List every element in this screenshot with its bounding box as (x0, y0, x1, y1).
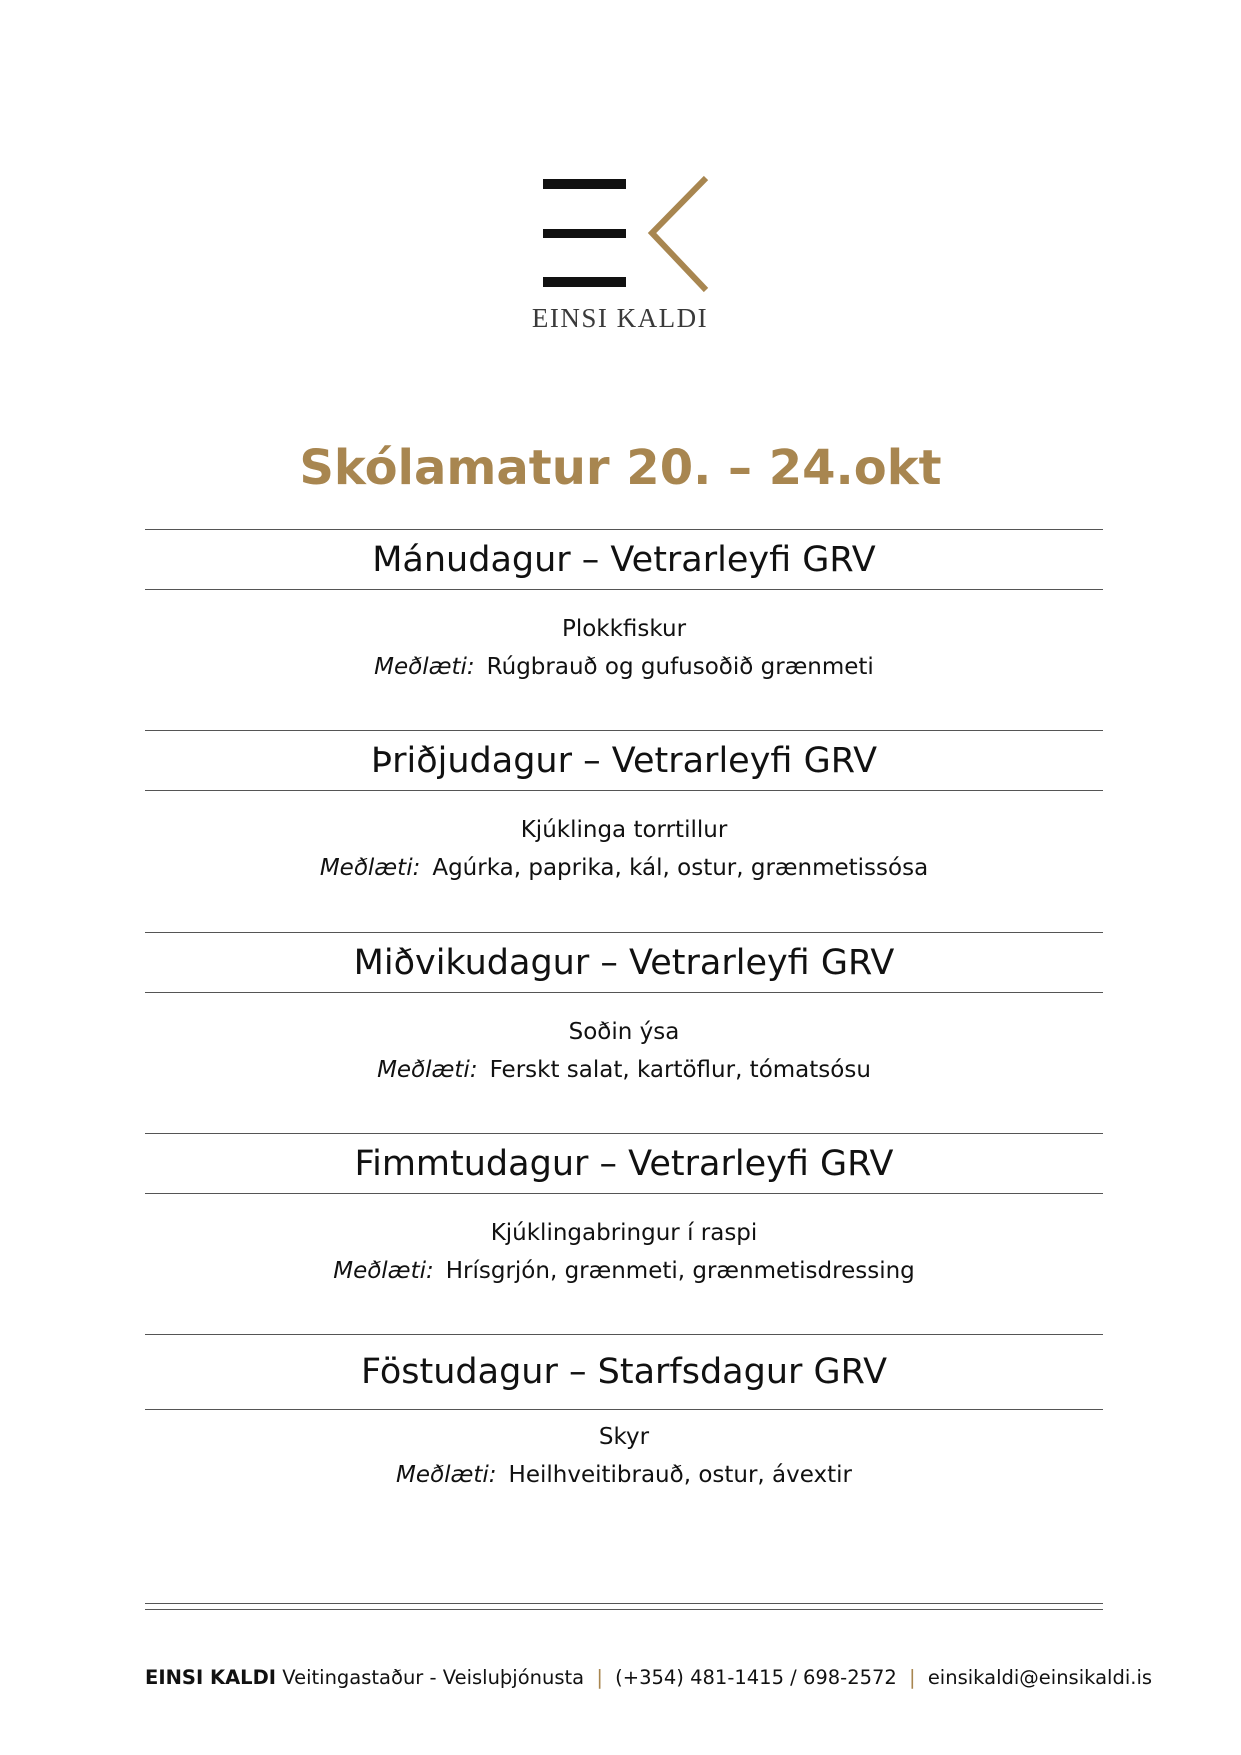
dish-name: Kjúklingabringur í raspi (490, 1220, 758, 1246)
logo-wordmark: EINSI KALDI (531, 303, 709, 333)
day-header: Fimmtudagur – Vetrarleyfi GRV (145, 1133, 1103, 1194)
logo-bar-bottom (543, 277, 626, 287)
sides-text: Rúgbrauð og gufusoðið grænmeti (486, 654, 874, 680)
page-title: Skólamatur 20. – 24.okt (299, 440, 942, 496)
sides-label: Meðlæti: (319, 855, 421, 881)
sides-label: Meðlæti: (333, 1258, 434, 1284)
footer-phone: (+354) 481-1415 / 698-2572 (615, 1666, 897, 1689)
day-tuesday (145, 730, 1103, 887)
footer-divider-bottom (145, 1609, 1103, 1610)
footer-brand: EINSI KALDI (145, 1666, 277, 1689)
day-header: Miðvikudagur – Vetrarleyfi GRV (145, 932, 1103, 993)
dish-name: Skyr (598, 1424, 650, 1450)
sides-label: Meðlæti: (374, 654, 475, 680)
footer-tagline: Veitingastaður - Veisluþjónusta (282, 1666, 585, 1689)
sides-text: Agúrka, paprika, kál, ostur, grænmetissósa (432, 855, 929, 881)
logo-bar-top (543, 179, 626, 189)
brand-logo (520, 170, 720, 340)
sides-text: Heilhveitibrauð, ostur, ávextir (508, 1462, 852, 1488)
day-friday (145, 1334, 1103, 1494)
sides-text: Hrísgrjón, grænmeti, grænmetisdressing (445, 1258, 915, 1284)
logo-mark-icon (520, 170, 720, 300)
footer-divider-top (145, 1603, 1103, 1604)
logo-bar-middle (543, 229, 626, 238)
day-header: Mánudagur – Vetrarleyfi GRV (145, 529, 1103, 590)
logo-chevron (652, 178, 706, 290)
sides-line (145, 1252, 1103, 1290)
sides-text: Ferskt salat, kartöflur, tómatsósu (489, 1057, 871, 1083)
day-header: Föstudagur – Starfsdagur GRV (145, 1334, 1103, 1410)
sides-line (145, 1456, 1103, 1494)
footer-contact (145, 1666, 1153, 1689)
sides-label: Meðlæti: (396, 1462, 497, 1488)
sides-label: Meðlæti: (377, 1057, 478, 1083)
day-thursday (145, 1133, 1103, 1290)
sides-line (145, 648, 1103, 686)
day-header: Þriðjudagur – Vetrarleyfi GRV (145, 730, 1103, 791)
dish-name: Plokkfiskur (561, 616, 687, 642)
sides-line (145, 1051, 1103, 1089)
footer-separator: | (909, 1666, 916, 1689)
day-monday (145, 529, 1103, 686)
footer-email[interactable]: einsikaldi@einsikaldi.is (927, 1666, 1153, 1689)
dish-name: Soðin ýsa (568, 1019, 680, 1045)
day-wednesday (145, 932, 1103, 1089)
sides-line (145, 849, 1103, 887)
dish-name: Kjúklinga torrtillur (520, 817, 728, 843)
footer-separator: | (596, 1666, 603, 1689)
